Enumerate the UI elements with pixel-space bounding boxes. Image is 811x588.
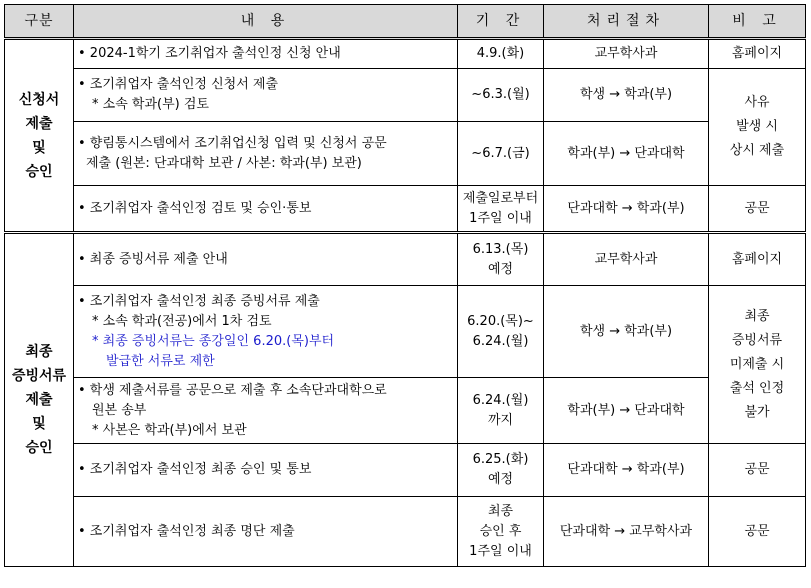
row-content: • 향림통시스템에서 조기취업신청 입력 및 신청서 공문 제출 (원본: 단과대학 보관 / 사본: 학과(부) 보관) xyxy=(74,122,458,186)
table-row xyxy=(5,233,806,286)
row-process: 교무학사과 xyxy=(544,39,709,69)
row-process: 단과대학 → 학과(부) xyxy=(544,444,709,497)
row-content: • 학생 제출서류를 공문으로 제출 후 소속단과대학으로 원본 송부 * 사본은 학과(부)에서 보관 xyxy=(74,378,458,444)
row-process: 학생 → 학과(부) xyxy=(544,69,709,122)
header-content: 내 용 xyxy=(74,5,458,39)
header-note: 비 고 xyxy=(709,5,806,39)
row-period: ~6.7.(금) xyxy=(458,122,544,186)
row-period: 4.9.(화) xyxy=(458,39,544,69)
row-note: 홈페이지 xyxy=(709,233,806,286)
row-content: • 조기취업자 출석인정 최종 명단 제출 xyxy=(74,497,458,567)
blue-notice: 발급한 서류로 제한 xyxy=(106,353,215,369)
table-row xyxy=(5,186,806,233)
row-content: • 최종 증빙서류 제출 안내 xyxy=(74,233,458,286)
header-process: 처리절차 xyxy=(544,5,709,39)
row-period: 6.25.(화) 예정 xyxy=(458,444,544,497)
table-row xyxy=(5,497,806,567)
row-period: ~6.3.(월) xyxy=(458,69,544,122)
row-period: 6.13.(목) 예정 xyxy=(458,233,544,286)
table-row xyxy=(5,444,806,497)
table-row xyxy=(5,122,806,186)
row-content: • 조기취업자 출석인정 신청서 제출 * 소속 학과(부) 검토 xyxy=(74,69,458,122)
row-note: 공문 xyxy=(709,497,806,567)
table-row xyxy=(5,69,806,122)
table-row xyxy=(5,378,806,444)
table-row xyxy=(5,39,806,69)
row-content: • 2024-1학기 조기취업자 출석인정 신청 안내 xyxy=(74,39,458,69)
header-category: 구분 xyxy=(5,5,74,39)
row-note: 공문 xyxy=(709,186,806,233)
blue-notice: * 최종 증빙서류는 종강일인 6.20.(목)부터 xyxy=(92,333,335,349)
row-content: • 조기취업자 출석인정 최종 증빙서류 제출 * 소속 학과(전공)에서 1차 검토 * 최종 증빙서류는 종강일인 6.20.(목)부터 발급한 서류로 제한 xyxy=(74,286,458,378)
row-process: 단과대학 → 학과(부) xyxy=(544,186,709,233)
row-process: 교무학사과 xyxy=(544,233,709,286)
row-content: • 조기취업자 출석인정 검토 및 승인·통보 xyxy=(74,186,458,233)
header-period: 기 간 xyxy=(458,5,544,39)
row-process: 학과(부) → 단과대학 xyxy=(544,122,709,186)
row-period: 6.20.(목)~ 6.24.(월) xyxy=(458,286,544,378)
row-period: 최종 승인 후 1주일 이내 xyxy=(458,497,544,567)
row-process: 단과대학 → 교무학사과 xyxy=(544,497,709,567)
row-note: 최종 증빙서류 미제출 시 출석 인정 불가 xyxy=(709,286,806,444)
schedule-table xyxy=(4,4,806,567)
group-label-final-documents: 최종 증빙서류 제출 및 승인 xyxy=(5,233,74,567)
row-process: 학과(부) → 단과대학 xyxy=(544,378,709,444)
row-note: 공문 xyxy=(709,444,806,497)
row-period: 제출일로부터 1주일 이내 xyxy=(458,186,544,233)
row-note: 사유 발생 시 상시 제출 xyxy=(709,69,806,186)
row-process: 학생 → 학과(부) xyxy=(544,286,709,378)
table-row xyxy=(5,286,806,378)
row-period: 6.24.(월) 까지 xyxy=(458,378,544,444)
row-note: 홈페이지 xyxy=(709,39,806,69)
row-content: • 조기취업자 출석인정 최종 승인 및 통보 xyxy=(74,444,458,497)
group-label-application: 신청서 제출 및 승인 xyxy=(5,39,74,233)
header-row xyxy=(5,5,806,39)
